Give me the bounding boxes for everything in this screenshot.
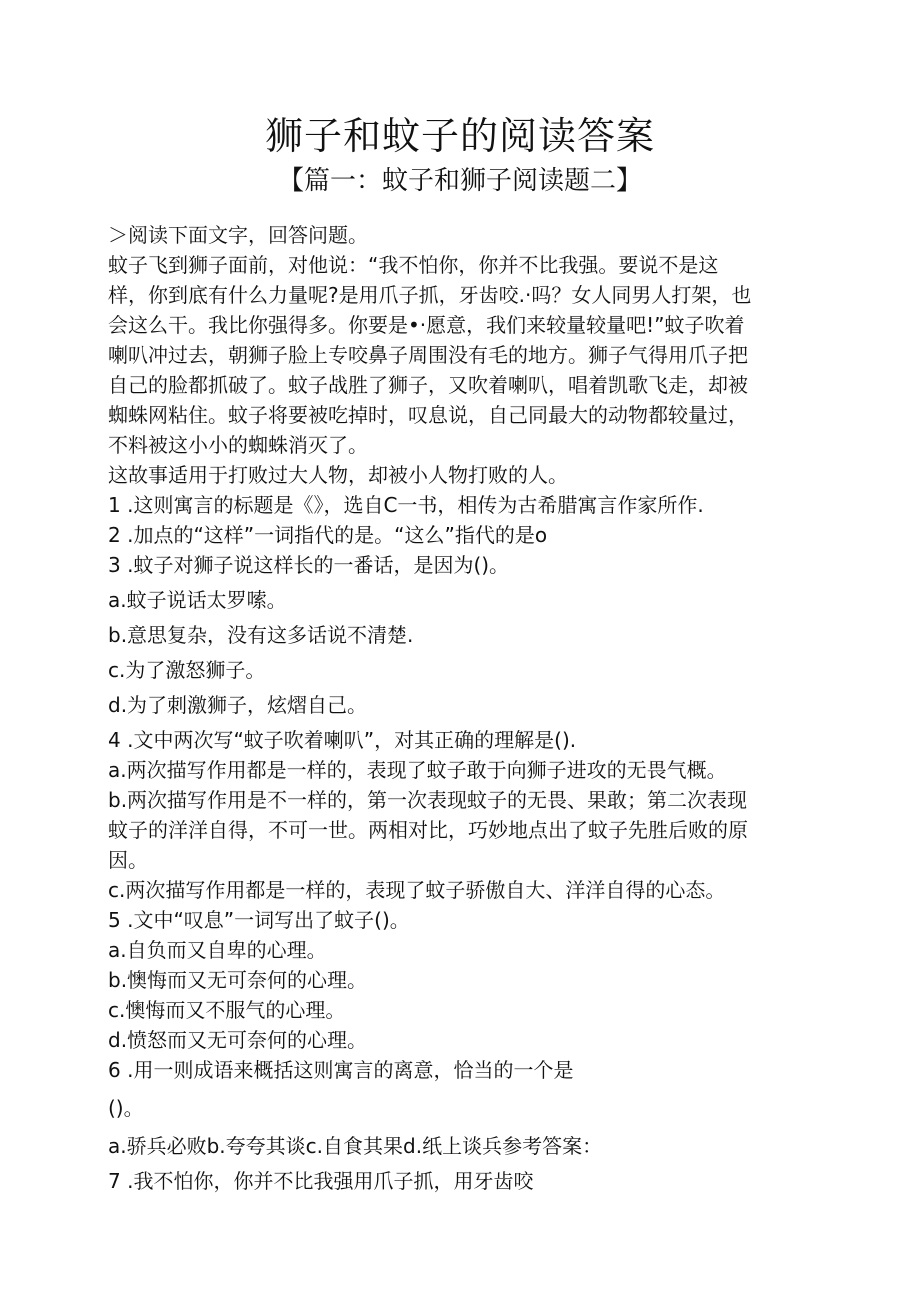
option-line: b.懊悔而又无可奈何的心理。: [108, 968, 368, 992]
question-1: 1 .这则寓言的标题是《》，选自C一书，相传为古希腊寓言作家所作.: [108, 493, 704, 517]
option-line: c.两次描写作用都是一样的，表现了蚊子骄傲自大、洋洋自得的心态。: [108, 878, 726, 902]
body-line: 会这么干。我比你强得多。你要是•·愿意，我们来较量较量吧!”蚊子吹着: [108, 313, 745, 337]
body-line: 这故事适用于打败过大人物，却被小人物打败的人。: [108, 463, 568, 487]
body-line: 自己的脸都抓破了。蚊子战胜了狮子，又吹着喇叭，唱着凯歌飞走，却被: [108, 373, 748, 397]
option-line: b.两次描写作用是不一样的，第一次表现蚊子的无畏、果敢；第二次表现: [108, 788, 748, 812]
question-6: 6 .用一则成语来概括这则寓言的离意，恰当的一个是: [108, 1058, 574, 1082]
document-body: [108, 220, 808, 1196]
option-line: a.两次描写作用都是一样的，表现了蚊子敢于向狮子进攻的无畏气概。: [108, 758, 727, 782]
option-line: 蚊子的洋洋自得，不可一世。两相对比，巧妙地点出了蚊子先胜后败的原: [108, 818, 748, 842]
question-6-blank: ()。: [108, 1096, 144, 1120]
question-2: 2 .加点的“这样”一词指代的是。“这么”指代的是o: [108, 523, 548, 547]
body-line: 蚊子飞到狮子面前，对他说：“我不怕你，你并不比我强。要说不是这: [108, 253, 719, 277]
option-line: c.懊悔而又不服气的心理。: [108, 998, 346, 1022]
body-line: 不料被这小小的蜘蛛消灭了。: [108, 433, 368, 457]
document-title: 狮子和蚊子的阅读答案: [264, 114, 655, 158]
body-line: 喇叭冲过去，朝狮子脸上专咬鼻子周围没有毛的地方。狮子气得用爪子把: [108, 343, 748, 367]
option-line: b.意思复杂，没有这多话说不清楚.: [108, 623, 414, 647]
question-3: 3 .蚊子对狮子说这样长的一番话，是因为()。: [108, 553, 510, 577]
option-line: d.为了刺激狮子，炫熠自己。: [108, 693, 368, 717]
option-line: a.骄兵必败b.夸夸其谈c.自食其果d.纸上谈兵参考答案：: [108, 1134, 603, 1158]
option-line: d.愤怒而又无可奈何的心理。: [108, 1028, 368, 1052]
option-line: c.为了激怒狮子。: [108, 658, 266, 682]
option-line: a.蚊子说话太罗嗦。: [108, 588, 287, 612]
option-line: 因。: [108, 848, 148, 872]
answer-7: 7 .我不怕你，你并不比我强用爪子抓，用牙齿咬: [108, 1169, 534, 1193]
question-4: 4 .文中两次写“蚊子吹着喇叭”，对其正确的理解是().: [108, 728, 577, 752]
question-5: 5 .文中“叹息”一词写出了蚊子()。: [108, 908, 410, 932]
body-line: 样，你到底有什么力量呢?是用爪子抓，牙齿咬.·吗？女人同男人打架，也: [108, 283, 752, 307]
body-line: 蜘蛛网粘住。蚊子将要被吃掉时，叹息说，自己同最大的动物都较量过，: [108, 403, 748, 427]
document-subtitle: 【篇一：蚊子和狮子阅读题二】: [277, 166, 642, 196]
body-line: ＞阅读下面文字，回答问题。: [108, 223, 368, 247]
option-line: a.自负而又自卑的心理。: [108, 938, 327, 962]
